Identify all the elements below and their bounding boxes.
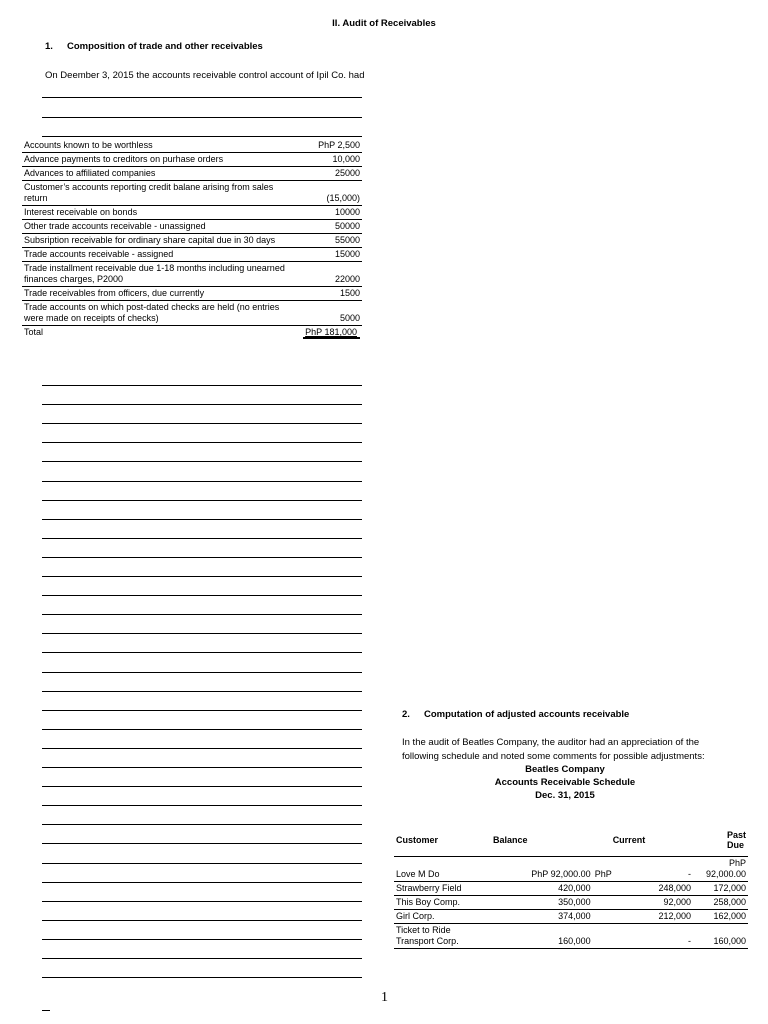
receivables-table	[22, 139, 362, 339]
answer-line	[42, 843, 362, 844]
table-row	[22, 287, 362, 301]
answer-line	[42, 97, 362, 98]
page-number: 1	[381, 990, 388, 1005]
answer-line	[42, 805, 362, 806]
col-current: Current	[593, 826, 693, 857]
section2-paragraph: In the audit of Beatles Company, the auditor had an appreciation of the following schedule and noted some comments for possible adjustments:	[402, 737, 705, 762]
cell-current-prefix: PhP	[594, 869, 612, 879]
row-amount: 10,000	[288, 153, 362, 167]
section1-intro: On Deember 3, 2015 the accounts receivable control account of Ipil Co. had	[45, 70, 365, 81]
table-row	[22, 234, 362, 248]
table-row	[394, 910, 748, 924]
table-row	[22, 248, 362, 262]
answer-line	[42, 519, 362, 520]
row-label: Interest receivable on bonds	[22, 206, 288, 220]
answer-line	[42, 767, 362, 768]
cell-current-value: 248,000	[658, 883, 691, 893]
col-customer: Customer	[394, 826, 467, 857]
answer-line	[42, 710, 362, 711]
row-amount: 50000	[288, 220, 362, 234]
answer-line	[42, 614, 362, 615]
row-amount: 55000	[288, 234, 362, 248]
row-label: Subsription receivable for ordinary share capital due in 30 days	[22, 234, 288, 248]
cell-current-value: -	[687, 869, 691, 879]
ar-schedule-table	[394, 826, 748, 949]
cell-current-value: -	[687, 936, 691, 946]
section2-heading	[402, 709, 629, 720]
answer-line	[42, 136, 362, 137]
row-amount: (15,000)	[288, 181, 362, 206]
answer-line	[42, 672, 362, 673]
answer-line	[42, 576, 362, 577]
table-row	[394, 882, 748, 896]
answer-line	[42, 500, 362, 501]
row-label: Trade installment receivable due 1-18 months including unearned finances charges, P2000	[22, 262, 288, 287]
answer-line	[42, 117, 362, 118]
total-label: Total	[24, 327, 44, 337]
total-row	[22, 326, 362, 340]
table-row	[394, 924, 748, 949]
row-label: Advance payments to creditors on purhase orders	[22, 153, 288, 167]
table-row	[394, 896, 748, 910]
cell-customer: Ticket to Ride Transport Corp.	[394, 924, 467, 949]
dash-mark	[42, 1010, 50, 1011]
answer-line	[42, 939, 362, 940]
answer-line	[42, 442, 362, 443]
answer-line	[42, 538, 362, 539]
cell-current-value: 212,000	[658, 911, 691, 921]
table-row	[22, 206, 362, 220]
answer-line	[42, 652, 362, 653]
row-label: Trade receivables from officers, due currently	[22, 287, 288, 301]
schedule-title: Accounts Receivable Schedule	[494, 777, 636, 788]
section1-heading	[45, 41, 263, 52]
row-amount: 15000	[288, 248, 362, 262]
cell-current	[593, 910, 693, 924]
row-label: Trade accounts receivable - assigned	[22, 248, 288, 262]
answer-line	[42, 824, 362, 825]
table-row	[22, 301, 362, 326]
row-label: Trade accounts on which post-dated checks are held (no entries were made on receipts of checks)	[22, 301, 288, 326]
row-amount: 1500	[288, 287, 362, 301]
row-amount: 22000	[288, 262, 362, 287]
section2-number: 2.	[402, 709, 410, 720]
answer-line	[42, 557, 362, 558]
answer-line	[42, 404, 362, 405]
cell-current-value: 92,000	[663, 897, 691, 907]
table-row	[394, 857, 748, 882]
cell-past-due: PhP 92,000.00	[693, 857, 748, 882]
answer-line	[42, 481, 362, 482]
row-amount: 5000	[288, 301, 362, 326]
answer-line	[42, 786, 362, 787]
table-row	[22, 153, 362, 167]
page-title: II. Audit of Receivables	[332, 18, 436, 29]
table-row	[22, 262, 362, 287]
answer-line	[42, 423, 362, 424]
cell-balance: 160,000	[467, 924, 593, 949]
section1-heading-text: Composition of trade and other receivables	[67, 41, 263, 52]
cell-balance: 374,000	[467, 910, 593, 924]
answer-line	[42, 729, 362, 730]
answer-line	[42, 633, 362, 634]
table-row	[22, 220, 362, 234]
cell-balance: 350,000	[467, 896, 593, 910]
answer-line	[42, 863, 362, 864]
section2-heading-text: Computation of adjusted accounts receivable	[424, 709, 630, 720]
cell-current	[593, 857, 693, 882]
cell-customer: Love M Do	[394, 857, 467, 882]
row-label: Advances to affiliated companies	[22, 167, 288, 181]
schedule-date: Dec. 31, 2015	[535, 790, 595, 801]
cell-past-due: 160,000	[693, 924, 748, 949]
company-name: Beatles Company	[525, 764, 605, 775]
answer-line	[42, 748, 362, 749]
schedule-header	[400, 763, 730, 802]
answer-line	[42, 958, 362, 959]
row-label: Customer’s accounts reporting credit balane arising from sales return	[22, 181, 288, 206]
row-amount: 10000	[288, 206, 362, 220]
answer-line	[42, 385, 362, 386]
total-amount: PhP 181,000	[303, 327, 360, 339]
cell-current	[593, 924, 693, 949]
table-row	[22, 181, 362, 206]
row-label: Other trade accounts receivable - unassigned	[22, 220, 288, 234]
answer-line	[42, 920, 362, 921]
cell-balance: PhP 92,000.00	[467, 857, 593, 882]
table-row	[22, 139, 362, 153]
table-row	[22, 167, 362, 181]
section1-number: 1.	[45, 41, 53, 52]
answer-line	[42, 691, 362, 692]
cell-customer: Strawberry Field	[394, 882, 467, 896]
cell-past-due: 258,000	[693, 896, 748, 910]
answer-line	[42, 901, 362, 902]
col-past-due: Past Due	[693, 826, 748, 857]
answer-line	[42, 977, 362, 978]
row-amount: PhP 2,500	[288, 139, 362, 153]
answer-line	[42, 882, 362, 883]
answer-line	[42, 595, 362, 596]
cell-customer: This Boy Comp.	[394, 896, 467, 910]
col-balance: Balance	[467, 826, 593, 857]
cell-customer: Girl Corp.	[394, 910, 467, 924]
cell-current	[593, 896, 693, 910]
cell-past-due: 162,000	[693, 910, 748, 924]
row-amount: 25000	[288, 167, 362, 181]
answer-line	[42, 461, 362, 462]
total-amount-cell	[288, 326, 362, 340]
row-label: Accounts known to be worthless	[22, 139, 288, 153]
cell-balance: 420,000	[467, 882, 593, 896]
cell-past-due: 172,000	[693, 882, 748, 896]
cell-current	[593, 882, 693, 896]
